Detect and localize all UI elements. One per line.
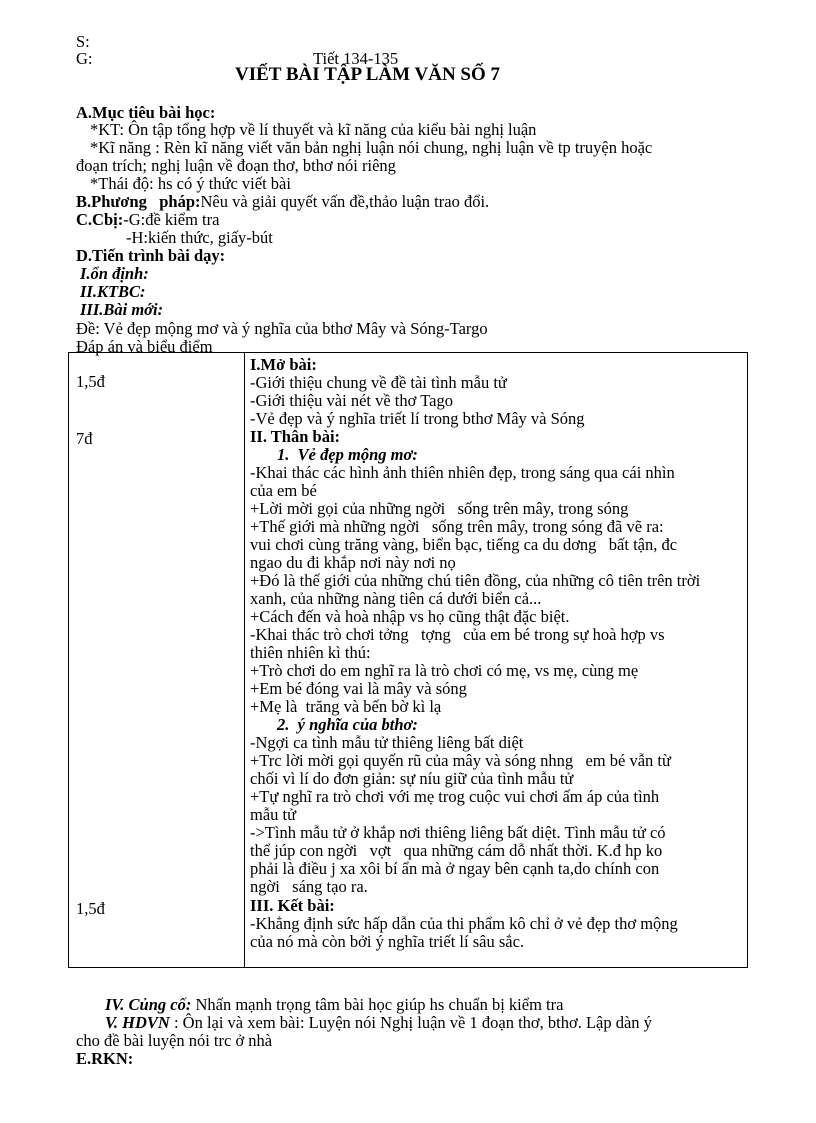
header-g: G:: [76, 49, 93, 68]
than-bai-line: +Em bé đóng vai là mây và sóng: [250, 679, 467, 698]
hdvn-label: V. HDVN: [105, 1013, 170, 1032]
than-bai-line: +Đó là thế giới của những chú tiên đồng, của những cô tiên trên trời: [250, 571, 701, 590]
mo-bai-line: -Giới thiệu chung về đề tài tình mẫu tử: [250, 373, 507, 392]
header-s: S:: [76, 32, 90, 51]
page-title: VIẾT BÀI TẬP LÀM VĂN SỐ 7: [235, 64, 501, 85]
ket-bai-line: -Khẳng định sức hấp dẫn của thi phẩm kô chỉ ở vẻ đẹp thơ mộng: [250, 914, 678, 933]
section-a-kt: *KT: Ôn tập tổng hợp về lí thuyết và kĩ năng của kiểu bài nghị luận: [90, 120, 537, 139]
hdvn: [105, 1014, 652, 1031]
than-bai-line: -Ngợi ca tình mẫu tử thiêng liêng bất diệt: [250, 733, 524, 752]
section-a-heading: A.Mục tiêu bài học:: [76, 103, 216, 122]
section-d-heading: D.Tiến trình bài dạy:: [76, 246, 226, 265]
section-c: [76, 211, 219, 228]
on-dinh-heading: I.ổn định:: [80, 264, 149, 283]
section-a-kn-line1: *Kĩ năng : Rèn kĩ năng viết văn bản nghị luận nói chung, nghị luận về tp truyện hoặc: [90, 138, 653, 157]
ket-bai-line: của nó mà còn bởi ý nghĩa triết lí sâu sắc.: [250, 932, 525, 951]
than-bai-line: xanh, của những nàng tiên cá dưới biển cả...: [250, 589, 542, 608]
score-mo-bai: 1,5đ: [76, 372, 105, 391]
than-bai-line: -Khai thác các hình ảnh thiên nhiên đẹp, trong sáng qua cái nhìn: [250, 463, 675, 482]
than-bai-line: ->Tình mẫu tử ở khắp nơi thiêng liêng bất diệt. Tình mẫu tử có: [250, 823, 666, 842]
score-than-bai: 7đ: [76, 429, 93, 448]
than-bai-line: +Cách đến và hoà nhập vs họ cũng thật đặc biệt.: [250, 607, 570, 626]
than-bai-line: phải là điều j xa xôi bí ẩn mà ở ngay bên cạnh ta,do chính con: [250, 859, 660, 878]
mo-bai-line: -Giới thiệu vài nét về thơ Tago: [250, 391, 453, 410]
than-bai-line: +Lời mời gọi của những ngời sống trên mây, trong sóng: [250, 499, 629, 518]
cung-co-text: Nhấn mạnh trọng tâm bài học giúp hs chuẩn bị kiểm tra: [191, 995, 564, 1014]
score-ket-bai: 1,5đ: [76, 899, 105, 918]
than-bai-line: +Trò chơi do em nghĩ ra là trò chơi có mẹ, vs mẹ, cùng mẹ: [250, 661, 639, 680]
section-b: [76, 193, 489, 210]
than-bai-sub2: 2. ý nghĩa của bthơ:: [277, 715, 418, 734]
cung-co-label: IV. Củng cố:: [105, 995, 192, 1014]
than-bai-line: ngời sáng tạo ra.: [250, 877, 368, 896]
than-bai-line: chối vì lí do đơn giản: sự níu giữ của tình mẫu tử: [250, 769, 574, 788]
than-bai-line: mẫu tử: [250, 805, 297, 824]
than-bai-sub1: 1. Vẻ đẹp mộng mơ:: [277, 445, 418, 464]
cung-co: [105, 996, 563, 1013]
section-c-text2: -H:kiến thức, giấy-bút: [126, 228, 273, 247]
de-bai: Đề: Vẻ đẹp mộng mơ và ý nghĩa của bthơ Mây và Sóng-Targo: [76, 319, 488, 338]
than-bai-line: thể júp con ngời vợt qua những cám dỗ nhất thời. K.đ hp ko: [250, 841, 663, 860]
section-c-heading: C.Cbị:: [76, 210, 124, 229]
ket-bai-heading: III. Kết bài:: [250, 896, 335, 915]
than-bai-line: +Trc lời mời gọi quyến rũ của mây và sóng nhng em bé vẫn từ: [250, 751, 671, 770]
section-b-heading: B.Phương pháp:: [76, 192, 201, 211]
rkn-heading: E.RKN:: [76, 1049, 134, 1068]
hdvn-text-line2: cho đề bài luyện nói trc ở nhà: [76, 1031, 273, 1050]
than-bai-line: của em bé: [250, 481, 317, 500]
mo-bai-line: -Vẻ đẹp và ý nghĩa triết lí trong bthơ Mây và Sóng: [250, 409, 585, 428]
ktbc-heading: II.KTBC:: [80, 282, 146, 301]
than-bai-heading: II. Thân bài:: [250, 427, 341, 446]
table-divider: [244, 352, 245, 968]
than-bai-line: +Tự nghĩ ra trò chơi với mẹ trog cuộc vui chơi ấm áp của tình: [250, 787, 660, 806]
than-bai-line: ngao du đi khắp nơi này nơi nọ: [250, 553, 456, 572]
than-bai-line: +Mẹ là trăng và bến bờ kì lạ: [250, 697, 442, 716]
mo-bai-heading: I.Mở bài:: [250, 355, 317, 374]
than-bai-line: -Khai thác trò chơi tởng tợng của em bé trong sự hoà hợp vs: [250, 625, 665, 644]
section-a-kn-line2: đoạn trích; nghị luận về đoạn thơ, bthơ nói riêng: [76, 156, 396, 175]
section-a-td: *Thái độ: hs có ý thức viết bài: [90, 174, 291, 193]
than-bai-line: vui chơi cùng trăng vàng, biển bạc, tiếng ca du dơng bất tận, đc: [250, 535, 678, 554]
section-b-text: Nêu và giải quyết vấn đề,thảo luận trao đổi.: [200, 192, 490, 211]
section-c-text1: -G:đề kiểm tra: [123, 210, 220, 229]
hdvn-text: : Ôn lại và xem bài: Luyện nói Nghị luận về 1 đoạn thơ, bthơ. Lập dàn ý: [169, 1013, 652, 1032]
than-bai-line: +Thế giới mà những ngời sống trên mây, trong sóng đã vẽ ra:: [250, 517, 664, 536]
dap-an-label: Đáp án và biểu điểm: [76, 337, 213, 356]
period-label: Tiết 134-135: [313, 49, 399, 68]
bai-moi-heading: III.Bài mới:: [80, 300, 164, 319]
than-bai-line: thiên nhiên kì thú:: [250, 643, 371, 662]
